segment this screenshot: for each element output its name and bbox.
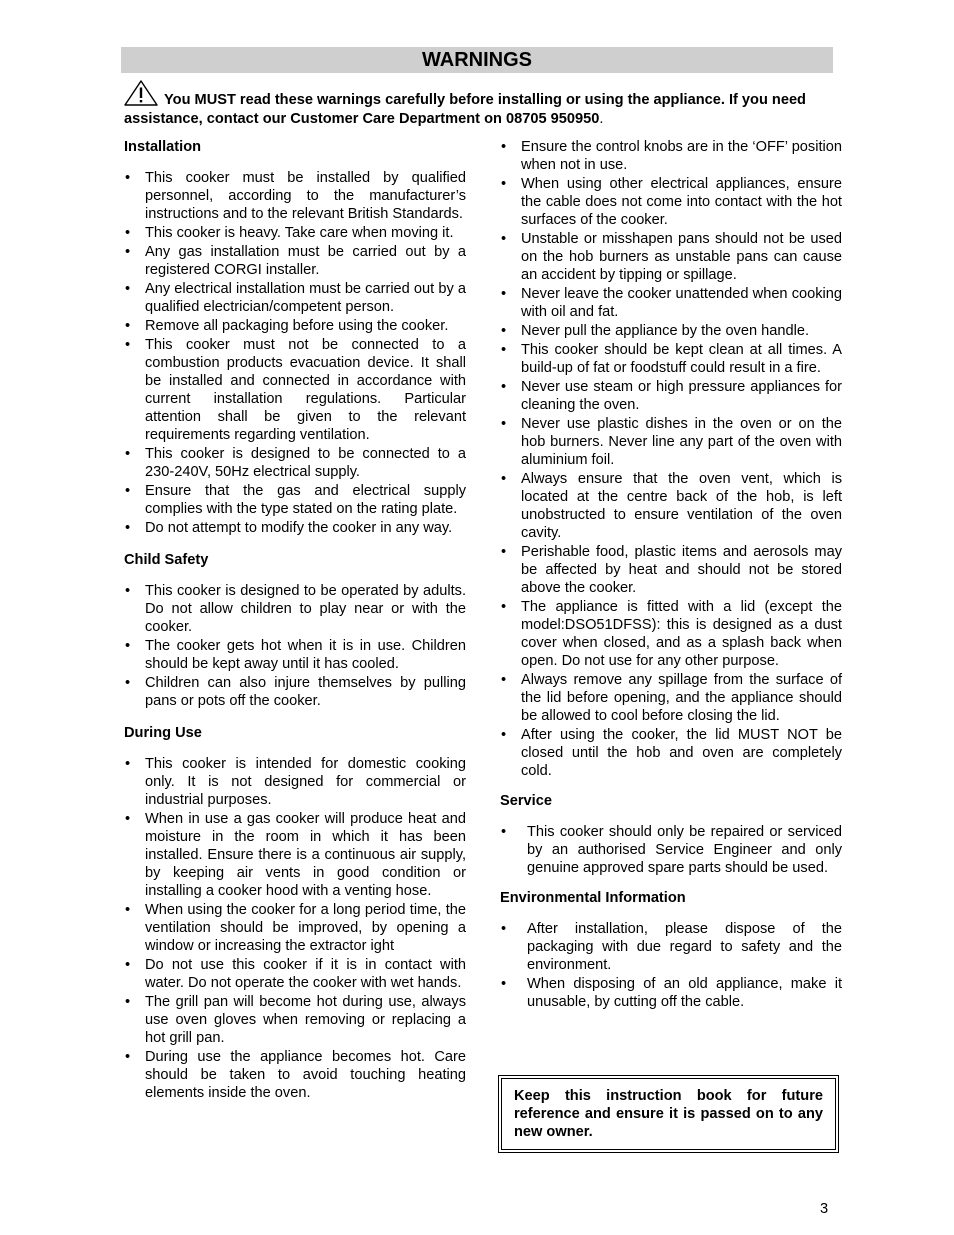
bullet-icon: • <box>501 416 507 432</box>
section-heading-child-safety: Child Safety <box>124 552 209 568</box>
bullet-icon: • <box>125 483 131 499</box>
section-heading-environment: Environmental Information <box>500 890 686 906</box>
installation-item <box>124 336 466 444</box>
bullet-icon: • <box>501 323 507 339</box>
during-use-cont-item <box>500 671 842 725</box>
bullet-icon: • <box>501 379 507 395</box>
bullet-icon: • <box>125 281 131 297</box>
bullet-icon: • <box>501 976 507 992</box>
child-safety-item <box>124 582 466 636</box>
installation-bullet-list <box>124 169 466 537</box>
bullet-icon: • <box>125 1049 131 1065</box>
installation-item <box>124 445 466 481</box>
bullet-icon: • <box>125 675 131 691</box>
child-safety-item <box>124 674 466 710</box>
during-use-item <box>124 956 466 992</box>
bullet-icon: • <box>125 994 131 1010</box>
bullet-icon: • <box>125 244 131 260</box>
installation-item <box>124 224 466 242</box>
during-use-cont-item-text: When using other electrical appliances, ensure the cable does not come into contact with the hot surfaces of the cooker. <box>521 176 842 228</box>
during-use-cont-item-text: Never leave the cooker unattended when cooking with oil and fat. <box>521 286 842 320</box>
bullet-icon: • <box>501 824 507 840</box>
section-heading-installation: Installation <box>124 139 202 155</box>
during-use-item <box>124 1048 466 1102</box>
bullet-icon: • <box>125 318 131 334</box>
bullet-icon: • <box>501 286 507 302</box>
during-use-cont-item <box>500 415 842 469</box>
environment-item <box>500 920 842 974</box>
during-use-cont-item <box>500 378 842 414</box>
during-use-item <box>124 901 466 955</box>
during-use-item-text: When using the cooker for a long period time, the ventilation should be improved, by opening a window or increasing the extractor ight <box>145 902 466 954</box>
installation-item-text: Any gas installation must be carried out by a registered CORGI installer. <box>145 244 466 278</box>
bullet-icon: • <box>125 811 131 827</box>
installation-item-text: Ensure that the gas and electrical supply complies with the type stated on the rating plate. <box>145 483 466 517</box>
during-use-cont-item <box>500 543 842 597</box>
left-column <box>124 138 466 1106</box>
bullet-icon: • <box>125 225 131 241</box>
installation-item-text: This cooker must not be connected to a combustion products evacuation device. It shall be installed and connected in accordance with current installation regulations. Particular attention shall be given to the relevant requirements regarding ventilation. <box>145 337 466 443</box>
intro-warning <box>124 80 836 129</box>
during-use-cont-item-text: Never pull the appliance by the oven handle. <box>521 323 810 339</box>
during-use-item <box>124 993 466 1047</box>
bullet-icon: • <box>501 342 507 358</box>
bullet-icon: • <box>125 446 131 462</box>
intro-tail: . <box>599 111 604 127</box>
during-use-item-text: When in use a gas cooker will produce heat and moisture in the room in which it has been installed. Ensure there is a continuous air supply, by keeping air vents in good condition or installing a cooker hood with a venting hose. <box>145 811 466 899</box>
installation-item-text: This cooker must be installed by qualified personnel, according to the manufacturer’s instructions and to the relevant British Standards. <box>145 170 466 222</box>
during-use-item <box>124 755 466 809</box>
keep-book-note-text: Keep this instruction book for future reference and ensure it is passed on to any new owner. <box>501 1078 836 1150</box>
during-use-item-text: Do not use this cooker if it is in contact with water. Do not operate the cooker with wet hands. <box>145 957 466 991</box>
service-bullet-list <box>500 823 842 877</box>
bullet-icon: • <box>125 170 131 186</box>
bullet-icon: • <box>125 520 131 536</box>
during-use-cont-item <box>500 470 842 542</box>
page-title: WARNINGS <box>121 47 833 73</box>
bullet-icon: • <box>125 957 131 973</box>
bullet-icon: • <box>125 756 131 772</box>
during-use-item-text: The grill pan will become hot during use, always use oven gloves when removing or replacing a hot grill pan. <box>145 994 466 1046</box>
installation-item-text: Remove all packaging before using the cooker. <box>145 318 449 334</box>
during-use-cont-item-text: Never use steam or high pressure appliances for cleaning the oven. <box>521 379 842 413</box>
during-use-cont-item-text: Unstable or misshapen pans should not be used on the hob burners as unstable pans can cause an accident by tipping or spillage. <box>521 231 842 283</box>
during-use-cont-item-text: Never use plastic dishes in the oven or on the hob burners. Never line any part of the oven with aluminium foil. <box>521 416 842 468</box>
installation-item-text: This cooker is heavy. Take care when moving it. <box>145 225 454 241</box>
during-use-item-text: During use the appliance becomes hot. Care should be taken to avoid touching heating elements inside the oven. <box>145 1049 466 1101</box>
environment-item-text: After installation, please dispose of the packaging with due regard to safety and the environment. <box>527 921 842 973</box>
environment-bullet-list <box>500 920 842 1011</box>
bullet-icon: • <box>501 176 507 192</box>
bullet-icon: • <box>125 583 131 599</box>
during-use-cont-item <box>500 175 842 229</box>
during-use-cont-item <box>500 138 842 174</box>
child-safety-bullet-list <box>124 582 466 710</box>
bullet-icon: • <box>501 544 507 560</box>
child-safety-item-text: Children can also injure themselves by pulling pans or pots off the cooker. <box>145 675 466 709</box>
child-safety-item-text: The cooker gets hot when it is in use. Children should be kept away until it has cooled. <box>145 638 466 672</box>
section-heading-service: Service <box>500 793 552 809</box>
during-use-cont-item <box>500 341 842 377</box>
during-use-cont-item <box>500 322 842 340</box>
bullet-icon: • <box>501 599 507 615</box>
during-use-cont-item-text: This cooker should be kept clean at all times. A build-up of fat or foodstuff could result in a fire. <box>521 342 842 376</box>
during-use-cont-item-text: Always remove any spillage from the surface of the lid before opening, and the appliance should be allowed to cool before closing the lid. <box>521 672 842 724</box>
during-use-item <box>124 810 466 900</box>
installation-item-text: Any electrical installation must be carried out by a qualified electrician/competent person. <box>145 281 466 315</box>
bullet-icon: • <box>501 471 507 487</box>
right-bullet-list <box>500 138 842 780</box>
during-use-cont-item-text: The appliance is fitted with a lid (except the model:DSO51DFSS): this is designed as a dust cover when closed, and as a splash back when open. Do not use for any other purpose. <box>521 599 842 669</box>
right-column <box>500 138 842 1012</box>
page-number: 3 <box>820 1201 829 1217</box>
during-use-cont-item <box>500 726 842 780</box>
bullet-icon: • <box>501 231 507 247</box>
installation-item <box>124 169 466 223</box>
during-use-item-text: This cooker is intended for domestic cooking only. It is not designed for commercial or industrial purposes. <box>145 756 466 808</box>
bullet-icon: • <box>125 902 131 918</box>
during-use-cont-item <box>500 230 842 284</box>
bullet-icon: • <box>125 337 131 353</box>
service-item <box>500 823 842 877</box>
installation-item <box>124 280 466 316</box>
bullet-icon: • <box>125 638 131 654</box>
during-use-cont-item-text: Perishable food, plastic items and aerosols may be affected by heat and should not be stored above the cooker. <box>521 544 842 596</box>
child-safety-item-text: This cooker is designed to be operated by adults. Do not allow children to play near or with the cooker. <box>145 583 466 635</box>
bullet-icon: • <box>501 727 507 743</box>
installation-item-text: This cooker is designed to be connected to a 230-240V, 50Hz electrical supply. <box>145 446 466 480</box>
during-use-cont-item <box>500 285 842 321</box>
environment-item-text: When disposing of an old appliance, make it unusable, by cutting off the cable. <box>527 976 842 1010</box>
during-use-cont-item-text: Always ensure that the oven vent, which is located at the centre back of the hob, is left unobstructed to ensure ventilation of the oven cavity. <box>521 471 842 541</box>
during-use-cont-item-text: After using the cooker, the lid MUST NOT be closed until the hob and oven are completely cold. <box>521 727 842 779</box>
installation-item <box>124 317 466 335</box>
during-use-bullet-list <box>124 755 466 1102</box>
installation-item <box>124 243 466 279</box>
section-heading-during-use: During Use <box>124 725 202 741</box>
warning-triangle-icon <box>124 80 158 106</box>
installation-item <box>124 519 466 537</box>
during-use-cont-item-text: Ensure the control knobs are in the ‘OFF’ position when not in use. <box>521 139 842 173</box>
during-use-cont-item <box>500 598 842 670</box>
keep-book-note <box>498 1075 839 1153</box>
intro-text: You MUST read these warnings carefully before installing or using the appliance. If you need assistance, contact our Customer Care Department on 08705 950950 <box>124 92 806 127</box>
bullet-icon: • <box>501 672 507 688</box>
environment-item <box>500 975 842 1011</box>
bullet-icon: • <box>501 921 507 937</box>
installation-item-text: Do not attempt to modify the cooker in any way. <box>145 520 453 536</box>
installation-item <box>124 482 466 518</box>
bullet-icon: • <box>501 139 507 155</box>
child-safety-item <box>124 637 466 673</box>
service-item-text: This cooker should only be repaired or serviced by an authorised Service Engineer and only genuine approved spare parts should be used. <box>527 824 842 876</box>
